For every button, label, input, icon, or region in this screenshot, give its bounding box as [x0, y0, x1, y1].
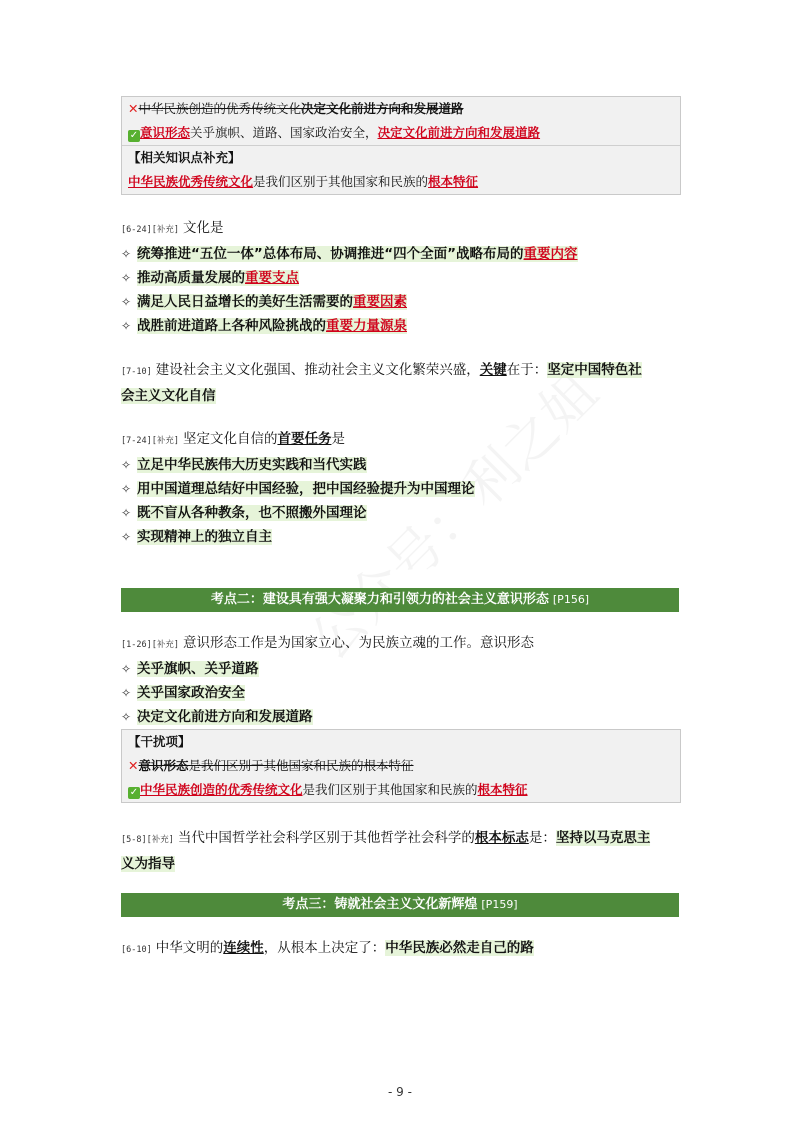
item-text: 用中国道理总结好中国经验，把中国经验提升为中国理论: [137, 481, 475, 497]
section-ideology: [121, 631, 679, 729]
bullet-icon: ✧: [121, 247, 132, 261]
correct-mid: 是我们区别于其他国家和民族的: [302, 782, 478, 797]
list-item: [121, 525, 679, 549]
bullet-icon: ✧: [121, 662, 132, 676]
distractor-label: 【干扰项】: [128, 734, 191, 749]
section-philosophy: [121, 826, 679, 876]
section-text: 意识形态工作是为国家立心、为民族立魂的工作。意识形态: [182, 635, 534, 651]
item-text: 既不盲从各种教条，也不照搬外国理论: [137, 505, 367, 521]
cross-icon: ✕: [128, 101, 139, 116]
banner-ref: [P156]: [552, 593, 590, 606]
bullet-icon: ✧: [121, 319, 132, 333]
correct-key: 决定文化前进方向和发展道路: [377, 125, 541, 140]
wrong-option-suffix: 决定文化前进方向和发展道路: [301, 101, 464, 116]
list-item: [121, 705, 679, 729]
list-item: [121, 501, 679, 525]
check-icon: ✓: [129, 787, 139, 798]
item-key: 重要力量源泉: [326, 318, 407, 334]
item-text: 战胜前进道路上各种风险挑战的: [137, 318, 326, 334]
correct-term: 中华民族创造的优秀传统文化: [140, 782, 303, 797]
banner-title: 考点二：建设具有强大凝聚力和引领力的社会主义意识形态: [210, 592, 549, 607]
bullet-icon: ✧: [121, 295, 132, 309]
bullet-icon: ✧: [121, 271, 132, 285]
bullet-icon: ✧: [121, 506, 132, 520]
answer-part-2: 会主义文化自信: [121, 388, 216, 404]
section-continuity: [121, 936, 679, 962]
section-tag: [7-10]: [121, 367, 152, 377]
wrong-term: 意识形态: [138, 758, 189, 773]
supplement-row: [122, 170, 680, 194]
section-text-2: 是: [331, 431, 345, 447]
item-text: 实现精神上的独立自主: [137, 529, 272, 545]
answer-part-1: 坚持以马克思主: [555, 830, 651, 846]
section-key: 首要任务: [277, 431, 332, 447]
section-key-point: [121, 358, 679, 408]
bullet-icon: ✧: [121, 458, 132, 472]
item-key: 重要因素: [353, 294, 407, 310]
banner-ref: [P159]: [481, 898, 518, 911]
supplement-label: 【相关知识点补充】: [122, 145, 680, 170]
section-text-1: 建设社会主义文化强国、推动社会主义文化繁荣兴盛，: [155, 362, 480, 378]
list-item: [121, 657, 679, 681]
list-item: [121, 266, 679, 290]
section-text-1: 坚定文化自信的: [182, 431, 278, 447]
section-key: 连续性: [223, 940, 264, 956]
section-tag: [6-10]: [121, 945, 152, 955]
list-item: [121, 314, 679, 338]
section-intro: 文化是: [182, 220, 224, 236]
list-item: [121, 290, 679, 314]
supplement-key: 根本特征: [428, 174, 479, 189]
banner-title: 考点三：铸就社会主义文化新辉煌: [282, 897, 478, 912]
section-text-2: 是：: [528, 830, 556, 846]
cross-icon: ✕: [128, 758, 139, 773]
wrong-option-prefix: 中华民族创造的优秀传统文化: [138, 101, 301, 116]
section-text-2: 在于：: [506, 362, 548, 378]
item-text: 关乎旗帜、关乎道路: [137, 661, 259, 677]
item-text: 满足人民日益增长的美好生活需要的: [137, 294, 353, 310]
check-icon: ✓: [129, 130, 139, 141]
item-text: 决定文化前进方向和发展道路: [137, 709, 313, 725]
correct-term: 意识形态: [140, 125, 191, 140]
bullet-icon: ✧: [121, 482, 132, 496]
section-tag: [7-24][补充]: [121, 436, 179, 446]
item-key: 重要支点: [245, 270, 299, 286]
section-tag: [1-26][补充]: [121, 640, 179, 650]
section-key: 根本标志: [474, 830, 529, 846]
wrong-option-row: [122, 97, 680, 121]
section-text-1: 当代中国哲学社会科学区别于其他哲学社会科学的: [177, 830, 475, 846]
item-key: 重要内容: [523, 246, 578, 262]
answer-box-2: [121, 729, 681, 803]
bullet-icon: ✧: [121, 686, 132, 700]
item-text: 推动高质量发展的: [137, 270, 245, 286]
correct-option-row: [122, 778, 680, 802]
item-text: 立足中华民族伟大历史实践和当代实践: [137, 457, 367, 473]
supplement-mid: 是我们区别于其他国家和民族的: [253, 174, 429, 189]
section-banner-3: [121, 893, 679, 917]
answer-part-2: 义为指导: [121, 856, 175, 872]
section-primary-task: [121, 427, 679, 549]
list-item: [121, 477, 679, 501]
section-banner-2: [121, 588, 679, 612]
supplement-term: 中华民族优秀传统文化: [128, 174, 254, 189]
correct-option-row: [122, 121, 680, 145]
bullet-icon: ✧: [121, 530, 132, 544]
list-item: [121, 242, 679, 266]
item-text: 关乎国家政治安全: [137, 685, 245, 701]
answer: 中华民族必然走自己的路: [385, 940, 534, 956]
answer-box-1: [121, 96, 681, 195]
list-item: [121, 453, 679, 477]
list-item: [121, 681, 679, 705]
correct-mid: 关乎旗帜、道路、国家政治安全，: [190, 125, 378, 140]
section-tag: [5-8][补充]: [121, 835, 174, 845]
section-culture: [121, 216, 679, 338]
item-text: 统筹推进“五位一体”总体布局、协调推进“四个全面”战略布局的: [137, 246, 524, 262]
section-key: 关键: [479, 362, 507, 378]
section-tag: [6-24][补充]: [121, 225, 179, 235]
wrong-text: 是我们区别于其他国家和民族的根本特征: [188, 758, 414, 773]
section-text-1: 中华文明的: [155, 940, 224, 956]
section-text-2: ，从根本上决定了：: [263, 940, 386, 956]
page-number: - 9 -: [388, 1085, 412, 1099]
answer-part-1: 坚定中国特色社: [547, 362, 642, 378]
wrong-option-row: [122, 754, 680, 778]
correct-key: 根本特征: [477, 782, 528, 797]
bullet-icon: ✧: [121, 710, 132, 724]
